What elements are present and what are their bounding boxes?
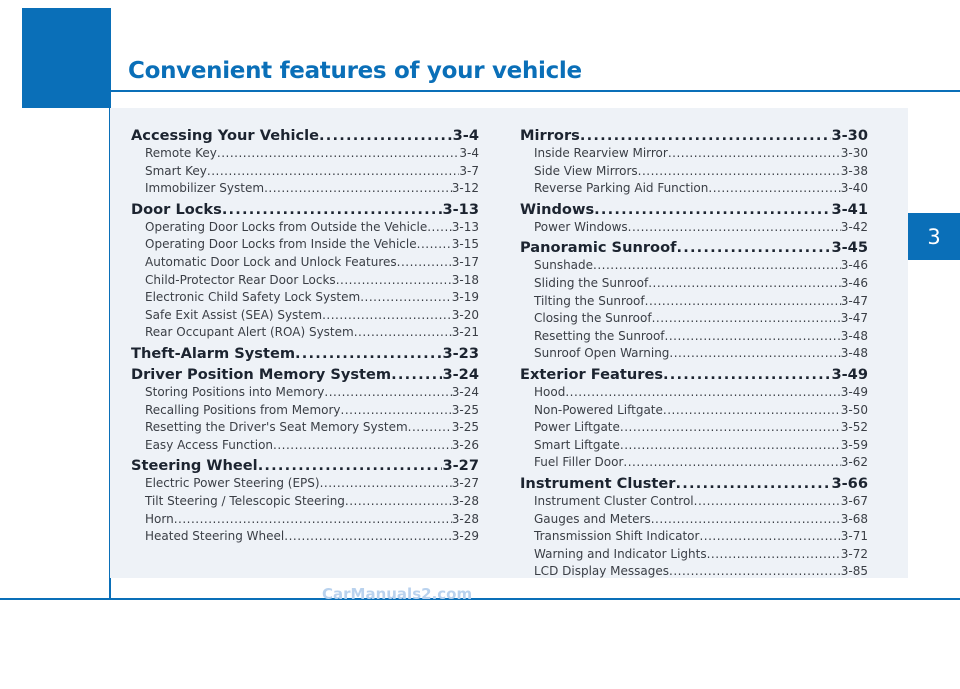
- toc-section[interactable]: [520, 126, 868, 145]
- toc-item-label: Side View Mirrors: [534, 163, 638, 178]
- toc-item[interactable]: [131, 254, 479, 272]
- toc-item[interactable]: [131, 219, 479, 237]
- toc-item-label: Electric Power Steering (EPS): [145, 476, 320, 491]
- toc-item-label: Operating Door Locks from Outside the Vehicle: [145, 219, 428, 234]
- dot-leader: [336, 272, 452, 290]
- toc-section-label: Steering Wheel: [131, 457, 258, 475]
- toc-item-page-number: 3-20: [451, 307, 479, 322]
- toc-item[interactable]: [131, 402, 479, 420]
- toc-item-page-number: 3-7: [459, 163, 479, 178]
- toc-section[interactable]: [131, 456, 479, 475]
- toc-section-label: Door Locks: [131, 200, 222, 218]
- toc-item-label: Fuel Filler Door: [534, 455, 624, 470]
- dot-leader: [645, 293, 841, 311]
- dot-leader: [345, 493, 452, 511]
- toc-item[interactable]: [131, 475, 479, 493]
- toc-item-label: Easy Access Function: [145, 437, 274, 452]
- toc-section-page-number: 3-24: [442, 365, 479, 383]
- dot-leader: [648, 275, 841, 293]
- toc-item-label: Closing the Sunroof: [534, 311, 652, 326]
- title-underline: [109, 90, 960, 92]
- dot-leader: [341, 402, 452, 420]
- toc-section-page-number: 3-23: [442, 344, 479, 362]
- toc-item-label: Smart Liftgate: [534, 437, 620, 452]
- toc-item-label: Reverse Parking Aid Function: [534, 181, 709, 196]
- toc-section[interactable]: [131, 365, 479, 384]
- toc-item-label: Operating Door Locks from Inside the Vehicle: [145, 237, 417, 252]
- toc-left-column: [131, 124, 479, 546]
- toc-item[interactable]: [520, 328, 868, 346]
- toc-section-label: Theft-Alarm System: [131, 344, 296, 362]
- toc-item[interactable]: [131, 437, 479, 455]
- toc-item[interactable]: [131, 324, 479, 342]
- toc-item-page-number: 3-52: [840, 420, 868, 435]
- dot-leader: [675, 474, 831, 493]
- toc-item[interactable]: [131, 236, 479, 254]
- toc-item-page-number: 3-46: [840, 275, 868, 290]
- dot-leader: [322, 307, 452, 325]
- dot-leader: [354, 324, 452, 342]
- toc-item-page-number: 3-26: [451, 437, 479, 452]
- toc-item-label: Heated Steering Wheel: [145, 529, 285, 544]
- dot-leader: [651, 511, 841, 529]
- toc-item-page-number: 3-15: [451, 237, 479, 252]
- dot-leader: [258, 456, 443, 475]
- toc-item-label: Smart Key: [145, 163, 207, 178]
- toc-section-page-number: 3-45: [831, 239, 868, 257]
- toc-item[interactable]: [131, 145, 479, 163]
- toc-section-label: Exterior Features: [520, 365, 664, 383]
- toc-item[interactable]: [131, 307, 479, 325]
- toc-item[interactable]: [520, 293, 868, 311]
- dot-leader: [638, 163, 841, 181]
- footer-rule: [0, 598, 960, 600]
- toc-section[interactable]: [520, 474, 868, 493]
- dot-leader: [663, 402, 841, 420]
- toc-item[interactable]: [520, 145, 868, 163]
- dot-leader: [319, 126, 453, 145]
- dot-leader: [273, 437, 452, 455]
- toc-item-label: Storing Positions into Memory: [145, 384, 325, 399]
- toc-section[interactable]: [520, 365, 868, 384]
- toc-item[interactable]: [131, 272, 479, 290]
- toc-item[interactable]: [520, 310, 868, 328]
- toc-item-page-number: 3-19: [451, 290, 479, 305]
- toc-section-page-number: 3-49: [831, 365, 868, 383]
- toc-item-label: Automatic Door Lock and Unlock Features: [145, 254, 397, 269]
- dot-leader: [217, 145, 460, 163]
- toc-item[interactable]: [520, 402, 868, 420]
- dot-leader: [594, 200, 831, 219]
- dot-leader: [652, 310, 841, 328]
- toc-item[interactable]: [131, 384, 479, 402]
- toc-item[interactable]: [520, 437, 868, 455]
- toc-item-page-number: 3-50: [840, 402, 868, 417]
- toc-item-page-number: 3-4: [459, 146, 479, 160]
- toc-item-label: Non-Powered Liftgate: [534, 402, 663, 417]
- toc-section[interactable]: [131, 344, 479, 363]
- toc-item-page-number: 3-59: [840, 437, 868, 452]
- toc-item-page-number: 3-25: [451, 420, 479, 435]
- dot-leader: [676, 238, 831, 257]
- toc-item-label: LCD Display Messages: [534, 564, 670, 579]
- dot-leader: [324, 384, 451, 402]
- dot-leader: [663, 365, 831, 384]
- toc-section-label: Driver Position Memory System: [131, 365, 392, 383]
- toc-item[interactable]: [131, 419, 479, 437]
- dot-leader: [408, 419, 452, 437]
- dot-leader: [264, 180, 452, 198]
- toc-item-label: Inside Rearview Mirror: [534, 146, 668, 160]
- toc-item[interactable]: [520, 563, 868, 581]
- dot-leader: [284, 528, 452, 546]
- toc-item-page-number: 3-48: [840, 328, 868, 343]
- dot-leader: [623, 454, 840, 472]
- toc-item-page-number: 3-18: [451, 272, 479, 287]
- toc-section-page-number: 3-13: [442, 200, 479, 218]
- dot-leader: [565, 384, 840, 402]
- dot-leader: [295, 344, 442, 363]
- toc-item-page-number: 3-12: [451, 181, 479, 196]
- toc-item[interactable]: [520, 454, 868, 472]
- toc-item-page-number: 3-40: [840, 181, 868, 196]
- toc-item-label: Child-Protector Rear Door Locks: [145, 272, 336, 287]
- toc-section-page-number: 3-66: [831, 474, 868, 492]
- toc-item-label: Tilting the Sunroof: [534, 293, 645, 308]
- toc-section[interactable]: [131, 200, 479, 219]
- toc-item-label: Transmission Shift Indicator: [534, 529, 700, 544]
- toc-item[interactable]: [520, 257, 868, 275]
- dot-leader: [708, 180, 840, 198]
- toc-item-label: Resetting the Driver's Seat Memory System: [145, 420, 408, 435]
- toc-item[interactable]: [520, 511, 868, 529]
- dot-leader: [668, 145, 841, 163]
- toc-section-page-number: 3-41: [831, 200, 868, 218]
- toc-item[interactable]: [131, 289, 479, 307]
- toc-item[interactable]: [520, 345, 868, 363]
- toc-section-page-number: 3-4: [452, 127, 479, 144]
- toc-item-label: Remote Key: [145, 146, 217, 160]
- toc-item-label: Electronic Child Safety Lock System: [145, 290, 361, 305]
- toc-item-page-number: 3-17: [451, 254, 479, 269]
- dot-leader: [580, 126, 832, 145]
- toc-item-label: Safe Exit Assist (SEA) System: [145, 307, 323, 322]
- toc-item[interactable]: [520, 180, 868, 198]
- dot-leader: [174, 511, 452, 529]
- dot-leader: [628, 219, 841, 237]
- toc-item-label: Instrument Cluster Control: [534, 493, 694, 508]
- toc-item[interactable]: [131, 511, 479, 529]
- toc-item[interactable]: [520, 493, 868, 511]
- toc-item-page-number: 3-48: [840, 346, 868, 361]
- dot-leader: [417, 236, 452, 254]
- toc-section-label: Panoramic Sunroof: [520, 239, 677, 257]
- toc-item-page-number: 3-85: [840, 564, 868, 579]
- watermark: CarManuals2.com: [322, 585, 473, 603]
- toc-section-page-number: 3-27: [442, 457, 479, 475]
- toc-item-label: Immobilizer System: [145, 181, 265, 196]
- dot-leader: [207, 163, 460, 181]
- toc-item-label: Horn: [145, 511, 174, 526]
- toc-item[interactable]: [131, 528, 479, 546]
- dot-leader: [694, 493, 841, 511]
- dot-leader: [593, 257, 841, 275]
- toc-item-label: Sunroof Open Warning: [534, 346, 670, 361]
- toc-item-page-number: 3-72: [840, 546, 868, 561]
- toc-item-page-number: 3-21: [451, 325, 479, 340]
- toc-item-page-number: 3-27: [451, 476, 479, 491]
- toc-item[interactable]: [520, 546, 868, 564]
- toc-item[interactable]: [520, 219, 868, 237]
- dot-leader: [665, 328, 841, 346]
- toc-item-page-number: 3-25: [451, 402, 479, 417]
- toc-section[interactable]: [131, 126, 479, 145]
- dot-leader: [222, 200, 443, 219]
- toc-right-column: [520, 124, 868, 581]
- toc-item-page-number: 3-30: [840, 146, 868, 160]
- toc-item-page-number: 3-71: [840, 529, 868, 544]
- toc-item-page-number: 3-49: [840, 384, 868, 399]
- toc-item-page-number: 3-29: [451, 529, 479, 544]
- dot-leader: [320, 475, 452, 493]
- dot-leader: [391, 365, 442, 384]
- toc-section[interactable]: [520, 238, 868, 257]
- toc-section-label: Mirrors: [520, 127, 580, 144]
- toc-item-page-number: 3-38: [840, 163, 868, 178]
- dot-leader: [620, 437, 841, 455]
- toc-section[interactable]: [520, 200, 868, 219]
- chapter-tab[interactable]: 3: [908, 213, 960, 260]
- toc-section-label: Instrument Cluster: [520, 474, 676, 492]
- dot-leader: [707, 546, 841, 564]
- toc-item-label: Recalling Positions from Memory: [145, 402, 341, 417]
- dot-leader: [699, 528, 840, 546]
- toc-item-page-number: 3-13: [451, 219, 479, 234]
- dot-leader: [620, 419, 841, 437]
- toc-section-label: Accessing Your Vehicle: [131, 127, 320, 144]
- toc-item-page-number: 3-62: [840, 455, 868, 470]
- dot-leader: [669, 563, 841, 581]
- toc-item-page-number: 3-28: [451, 493, 479, 508]
- toc-item[interactable]: [131, 163, 479, 181]
- toc-item-label: Rear Occupant Alert (ROA) System: [145, 325, 354, 340]
- toc-section-page-number: 3-30: [831, 127, 868, 144]
- toc-item-page-number: 3-47: [840, 311, 868, 326]
- toc-item-label: Tilt Steering / Telescopic Steering: [145, 493, 345, 508]
- toc-item-label: Resetting the Sunroof: [534, 328, 665, 343]
- toc-item-page-number: 3-46: [840, 258, 868, 273]
- toc-item-label: Warning and Indicator Lights: [534, 546, 707, 561]
- toc-item[interactable]: [520, 163, 868, 181]
- toc-item-page-number: 3-68: [840, 511, 868, 526]
- toc-item-label: Sliding the Sunroof: [534, 275, 649, 290]
- toc-item[interactable]: [520, 419, 868, 437]
- toc-item-label: Sunshade: [534, 258, 594, 273]
- dot-leader: [427, 219, 452, 237]
- toc-item-page-number: 3-24: [451, 384, 479, 399]
- toc-item[interactable]: [131, 493, 479, 511]
- toc-item-label: Gauges and Meters: [534, 511, 651, 526]
- toc-item[interactable]: [520, 528, 868, 546]
- corner-accent-block: [22, 8, 110, 108]
- toc-item[interactable]: [131, 180, 479, 198]
- page-title: Convenient features of your vehicle: [128, 58, 582, 84]
- toc-item-page-number: 3-67: [840, 493, 868, 508]
- toc-item-page-number: 3-42: [840, 219, 868, 234]
- toc-item-label: Power Liftgate: [534, 420, 620, 435]
- toc-item-page-number: 3-47: [840, 293, 868, 308]
- toc-item[interactable]: [520, 384, 868, 402]
- toc-item-page-number: 3-28: [451, 511, 479, 526]
- dot-leader: [669, 345, 840, 363]
- toc-item[interactable]: [520, 275, 868, 293]
- toc-item-label: Hood: [534, 384, 566, 399]
- toc-section-label: Windows: [520, 200, 595, 218]
- dot-leader: [397, 254, 452, 272]
- toc-item-label: Power Windows: [534, 219, 628, 234]
- dot-leader: [360, 289, 452, 307]
